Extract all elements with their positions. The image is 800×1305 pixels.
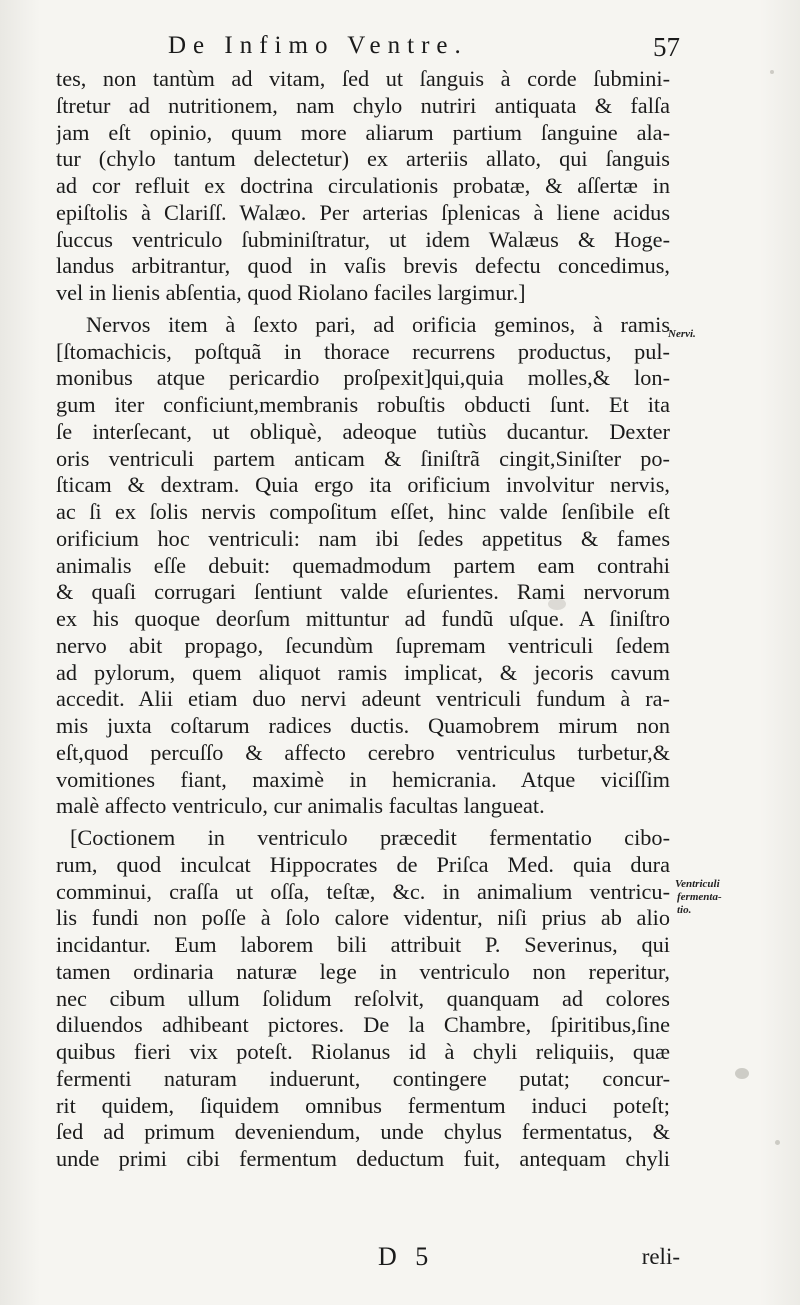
text-line: [ſtomachicis, poſtquã in thorace recurrens productus, pul- <box>56 338 670 364</box>
text-line: ſe interſecant, ut obliquè, adeoque tutiùs ducantur. Dexter <box>56 418 670 444</box>
running-head: De Infimo Ventre. <box>168 32 468 59</box>
text-line: ad pylorum, quem aliquot ramis implicat, & jecoris cavum <box>56 659 670 685</box>
text-line: eſt,quod percuſſo & affecto cerebro ventriculus turbetur,& <box>56 739 670 765</box>
text-line: tur (chylo tantum delectetur) ex arteriis allato, qui ſanguis <box>56 146 670 172</box>
text-line: ex his quoque deorſum mittuntur ad fundũ uſque. A ſiniſtro <box>56 606 670 631</box>
margin-note-line: tio. <box>677 904 692 916</box>
paragraph-1 <box>56 66 670 307</box>
catchword: reli- <box>641 1244 680 1269</box>
text-line: vomitiones fiant, maximè in hemicrania. Atque viciſſim <box>56 766 670 792</box>
text-line: fermenti naturam induerunt, contingere putat; concur- <box>56 1065 670 1091</box>
text-line: unde primi cibi fermentum deductum fuit, antequam chyli <box>56 1146 670 1171</box>
margin-note-line: Ventriculi <box>675 878 720 890</box>
text-line: ſticam & dextram. Quia ergo ita orificium involvitur nervis, <box>56 472 670 498</box>
text-line: epiſtolis à Clariſſ. Walæo. Per arterias ſplenicas à liene acidus <box>56 199 670 225</box>
text-line: ac ſi ex ſolis nervis compoſitum eſſet, hinc valde ſenſibile eſt <box>56 499 670 524</box>
text-line: malè affecto ventriculo, cur animalis facultas langueat. <box>56 793 545 819</box>
text-line: nervo abit propago, ſecundùm ſupremam ventriculi ſedem <box>56 632 670 658</box>
page-header <box>60 32 680 66</box>
text-line: tamen ordinaria naturæ lege in ventriculo non reperitur, <box>56 958 670 984</box>
text-line: orificium hoc ventriculi: nam ibi ſedes appetitus & fames <box>56 525 670 551</box>
text-line: mis juxta coſtarum radices ductis. Quamobrem mirum non <box>56 713 670 738</box>
paper-speck <box>770 70 774 74</box>
text-line: ſed ad primum deveniendum, unde chylus fermentatus, & <box>56 1119 670 1145</box>
text-line: jam eſt opinio, quum more aliarum partium ſanguine ala- <box>56 119 670 145</box>
text-line: gum iter conficiunt,membranis robuſtis obducti ſunt. Et ita <box>56 392 670 417</box>
text-line: Nervos item à ſexto pari, ad orificia geminos, à ramis <box>86 311 670 337</box>
paragraph-3 <box>56 825 670 1173</box>
text-line: & quaſi corrugari ſentiunt valde eſurientes. Rami nervorum <box>56 579 670 605</box>
paragraph-2 <box>56 312 670 820</box>
text-line: ſuccus ventriculo ſubminiſtratur, ut idem Walæus & Hoge- <box>56 226 670 252</box>
text-line: rum, quod inculcat Hippocrates de Priſca Med. quia dura <box>56 851 670 877</box>
text-line: oris ventriculi partem anticam & ſiniſtrã cingit,Siniſter po- <box>56 445 670 471</box>
text-line: incidantur. Eum laborem bili attribuit P. Severinus, qui <box>56 932 670 957</box>
text-line: rit quidem, ſiquidem omnibus fermentum induci poteſt; <box>56 1092 670 1118</box>
text-line: [Coctionem in ventriculo præcedit fermentatio cibo- <box>70 825 670 850</box>
text-line: monibus atque pericardio proſpexit]qui,quia molles,& lon- <box>56 365 670 391</box>
text-line: quibus fieri vix poteſt. Riolanus id à chyli reliquiis, quæ <box>56 1039 670 1064</box>
margin-note-ventriculi <box>675 878 785 917</box>
text-line: vel in lienis abſentia, quod Riolano faciles largimur.] <box>56 280 526 305</box>
page-footer <box>60 1242 680 1276</box>
paper-speck <box>735 1068 749 1079</box>
text-line: tes, non tantùm ad vitam, ſed ut ſanguis à corde ſubmini- <box>56 66 670 91</box>
text-line: landus arbitrantur, quod in vaſis brevis defectu concedimus, <box>56 253 670 279</box>
text-line: comminui, craſſa ut oſſa, teſtæ, &c. in animalium ventricu- <box>56 878 670 904</box>
page-number: 57 <box>653 32 680 62</box>
body-text <box>56 66 670 1173</box>
text-line: accedit. Alii etiam duo nervi adeunt ventriculi fundum à ra- <box>56 686 670 712</box>
text-line: lis fundi non poſſe à ſolo calore videntur, niſi prius ab alio <box>56 905 670 931</box>
text-line: diluendos adhibeant pictores. De la Chambre, ſpiritibus,ſine <box>56 1012 670 1038</box>
margin-note-line: fermenta- <box>677 891 722 903</box>
margin-note-nervi: Nervi. <box>668 328 696 340</box>
text-line: nec cibum ullum ſolidum reſolvit, quanquam ad colores <box>56 985 670 1011</box>
signature-mark: D 5 <box>378 1242 435 1271</box>
text-line: animalis eſſe debuit: quemadmodum partem eam contrahi <box>56 552 670 578</box>
paper-speck <box>775 1140 780 1145</box>
text-line: ſtretur ad nutritionem, nam chylo nutriri antiquata & falſa <box>56 92 670 118</box>
text-line: ad cor refluit ex doctrina circulationis probatæ, & aſſertæ in <box>56 173 670 198</box>
